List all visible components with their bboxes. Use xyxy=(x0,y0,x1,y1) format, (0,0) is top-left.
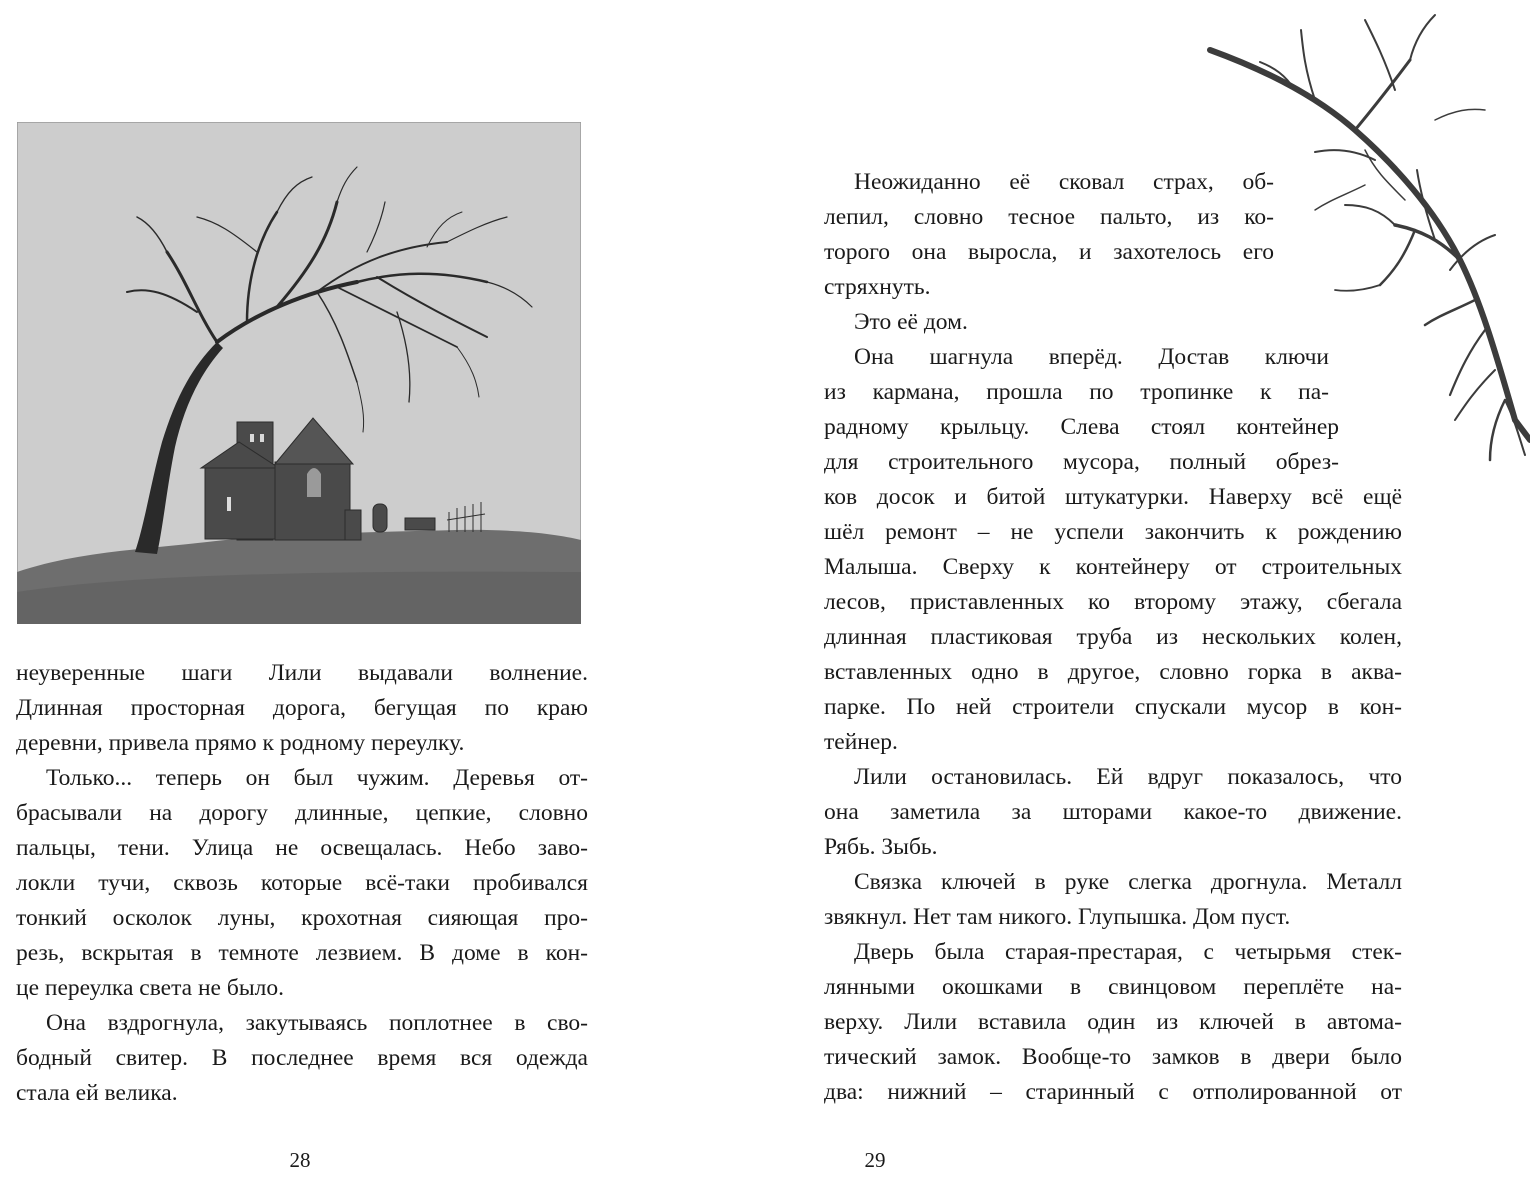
text-line: торого она выросла, и захотелось его xyxy=(824,239,1274,265)
text-line: бодный свитер. В последнее время вся одежда xyxy=(16,1045,588,1071)
text-line: лепил, словно тесное пальто, из ко- xyxy=(824,204,1274,230)
text-line: брасывали на дорогу длинные, цепкие, словно xyxy=(16,800,588,826)
text-line: тонкий осколок луны, крохотная сияющая про- xyxy=(16,905,588,931)
text-line: Это её дом. xyxy=(854,309,968,335)
text-line: длинная пластиковая труба из нескольких колен, xyxy=(824,624,1402,650)
text-line: два: нижний – старинный с отполированной от xyxy=(824,1079,1402,1105)
text-line: вставленных одно в другое, словно горка в аква- xyxy=(824,659,1402,685)
text-line: локли тучи, сквозь которые всё-таки пробивался xyxy=(16,870,588,896)
text-line: она заметила за шторами какое-то движение. xyxy=(824,799,1402,825)
text-line: для строительного мусора, полный обрез- xyxy=(824,449,1339,475)
text-line: Дверь была старая-престарая, с четырьмя стек- xyxy=(854,939,1402,965)
text-line: деревни, привела прямо к родному переулку. xyxy=(16,730,465,756)
church-tree-illustration xyxy=(17,122,581,624)
text-line: пальцы, тени. Улица не освещалась. Небо заво- xyxy=(16,835,588,861)
text-line: тический замок. Вообще-то замков в двери было xyxy=(824,1044,1402,1070)
text-line: звякнул. Нет там никого. Глупышка. Дом пуст. xyxy=(824,904,1291,930)
text-line: Только... теперь он был чужим. Деревья от- xyxy=(46,765,588,791)
text-line: Связка ключей в руке слегка дрогнула. Металл xyxy=(854,869,1402,895)
text-line: Она вздрогнула, закутываясь поплотнее в сво- xyxy=(46,1010,588,1036)
left-page-text xyxy=(16,656,588,1111)
text-line: лянными окошками в свинцовом переплёте на- xyxy=(824,974,1402,1000)
page-number: 29 xyxy=(864,1148,886,1172)
text-line: из кармана, прошла по тропинке к па- xyxy=(824,379,1329,405)
text-line: стала ей велика. xyxy=(16,1080,178,1106)
text-line: верху. Лили вставила один из ключей в автома- xyxy=(824,1009,1402,1035)
text-line: шёл ремонт – не успели закончить к рождению xyxy=(824,519,1402,545)
text-line: ков досок и битой штукатурки. Наверху всё ещё xyxy=(824,484,1402,510)
right-page xyxy=(765,0,1530,1180)
text-line: парке. По ней строители спускали мусор в кон- xyxy=(824,694,1402,720)
text-line: Она шагнула вперёд. Достав ключи xyxy=(854,344,1329,370)
text-line: резь, вскрытая в темноте лезвием. В доме в кон- xyxy=(16,940,588,966)
text-line: Рябь. Зыбь. xyxy=(824,834,938,860)
text-line: неуверенные шаги Лили выдавали волнение. xyxy=(16,660,588,686)
text-line: це переулка света не было. xyxy=(16,975,284,1001)
text-line: лесов, приставленных ко второму этажу, сбегала xyxy=(824,589,1402,615)
text-line: Лили остановилась. Ей вдруг показалось, что xyxy=(854,764,1402,790)
page-number: 28 xyxy=(289,1148,311,1172)
text-line: Малыша. Сверху к контейнеру от строительных xyxy=(824,554,1402,580)
text-line: тейнер. xyxy=(824,729,898,755)
text-line: Длинная просторная дорога, бегущая по краю xyxy=(16,695,588,721)
text-line: Неожиданно её сковал страх, об- xyxy=(854,169,1274,195)
text-line: радному крыльцу. Слева стоял контейнер xyxy=(824,414,1339,440)
text-line: стряхнуть. xyxy=(824,274,931,300)
right-page-text xyxy=(824,165,1402,1110)
